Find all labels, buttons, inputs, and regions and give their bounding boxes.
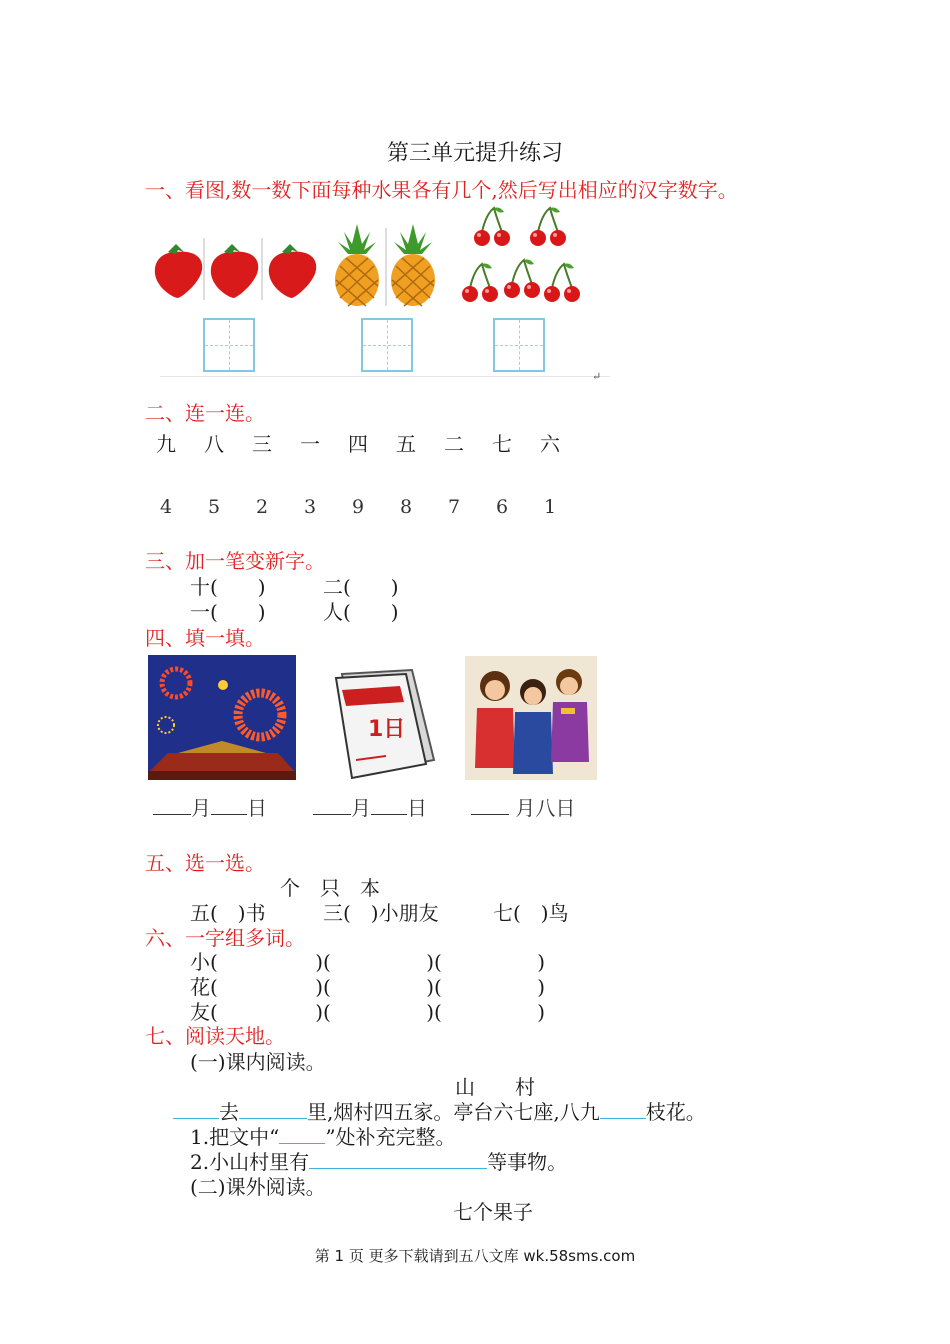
strawberry-icon [148,238,320,302]
subsection-title: (一)课内阅读。 [190,1050,326,1074]
chinese-numeral[interactable]: 四 [348,432,368,456]
digit[interactable]: 9 [352,496,365,518]
choose-item: 五( )书 [190,901,266,925]
word-blank[interactable]: ( ) [434,1000,545,1024]
root-character: 小 [190,950,210,974]
digit[interactable]: 3 [304,496,317,518]
blank-line[interactable] [211,796,247,815]
subsection-title: (二)课外阅读。 [190,1175,326,1199]
add-stroke-item: 二( ) [323,575,399,599]
blank-line[interactable] [313,796,351,815]
blank-line[interactable] [279,1125,325,1144]
chinese-numeral[interactable]: 八 [204,432,224,456]
chinese-numeral[interactable]: 三 [252,432,272,456]
word-blank[interactable]: ( ) [434,950,545,974]
word-blank[interactable]: ( ) [323,975,434,999]
blank-line[interactable] [173,1100,219,1119]
section-2-heading: 二、连一连。 [145,401,265,425]
question-2: 2.小山村里有 等事物。 [190,1150,568,1174]
date-blank-3: 月八日 [471,792,575,821]
chinese-numeral[interactable]: 九 [156,432,176,456]
story-title: 七个果子 [453,1200,533,1224]
word-blank[interactable]: ( ) [323,950,434,974]
word-blank[interactable]: ( ) [210,975,323,999]
blank-line[interactable] [239,1100,307,1119]
answer-box-3[interactable] [493,318,545,372]
section-3-heading: 三、加一笔变新字。 [145,549,325,573]
add-stroke-item: 十( ) [190,575,266,599]
section-4-heading: 四、填一填。 [145,626,265,650]
question-1: 1.把文中“ ”处补充完整。 [190,1125,456,1149]
digit[interactable]: 6 [496,496,509,518]
answer-box-2[interactable] [361,318,413,372]
poem-title: 山 村 [455,1075,535,1099]
blank-line[interactable] [153,796,191,815]
blank-line[interactable] [371,796,407,815]
cherry-icon [458,206,586,306]
root-character: 友 [190,1000,210,1024]
divider [160,376,610,377]
page-footer: 第 1 页 更多下载请到五八文库 wk.58sms.com [314,1247,636,1265]
date-blank-1: 月 日 [153,792,267,821]
blank-line[interactable] [309,1150,487,1169]
digit[interactable]: 4 [160,496,173,518]
digit[interactable]: 1 [544,496,557,518]
digit[interactable]: 8 [400,496,413,518]
digit[interactable]: 7 [448,496,461,518]
blank-line[interactable] [471,796,509,815]
fireworks-icon [148,655,296,780]
page-title: 第三单元提升练习 [386,141,563,166]
add-stroke-item: 人( ) [323,600,399,624]
poem-line: 去 里,烟村四五家。亭台六七座,八九 枝花。 [173,1096,706,1125]
add-stroke-item: 一( ) [190,600,266,624]
calendar-icon [330,668,436,780]
date-blank-2: 月 日 [313,792,427,821]
children-icon [465,656,597,780]
section-6-heading: 六、一字组多词。 [145,926,305,950]
answer-box-1[interactable] [203,318,255,372]
chinese-numeral[interactable]: 一 [300,432,320,456]
pineapple-icon [330,222,440,308]
section-7-heading: 七、阅读天地。 [145,1024,285,1048]
chinese-numeral[interactable]: 七 [492,432,512,456]
word-blank[interactable]: ( ) [210,950,323,974]
svg-text:1日: 1日 [368,717,406,742]
section-5-heading: 五、选一选。 [145,851,265,875]
chinese-numeral[interactable]: 二 [444,432,464,456]
section-1-heading: 一、看图,数一数下面每种水果各有几个,然后写出相应的汉字数字。 [145,178,738,202]
chinese-numeral[interactable]: 六 [540,432,560,456]
word-blank[interactable]: ( ) [323,1000,434,1024]
root-character: 花 [190,975,210,999]
choose-item: 七( )鸟 [493,901,569,925]
return-mark: ↵ [592,370,602,383]
word-blank[interactable]: ( ) [434,975,545,999]
word-blank[interactable]: ( ) [210,1000,323,1024]
digit[interactable]: 2 [256,496,269,518]
choose-item: 三( )小朋友 [323,901,439,925]
chinese-numeral[interactable]: 五 [396,432,416,456]
word-options: 个 只 本 [280,876,380,900]
blank-line[interactable] [600,1100,646,1119]
digit[interactable]: 5 [208,496,221,518]
